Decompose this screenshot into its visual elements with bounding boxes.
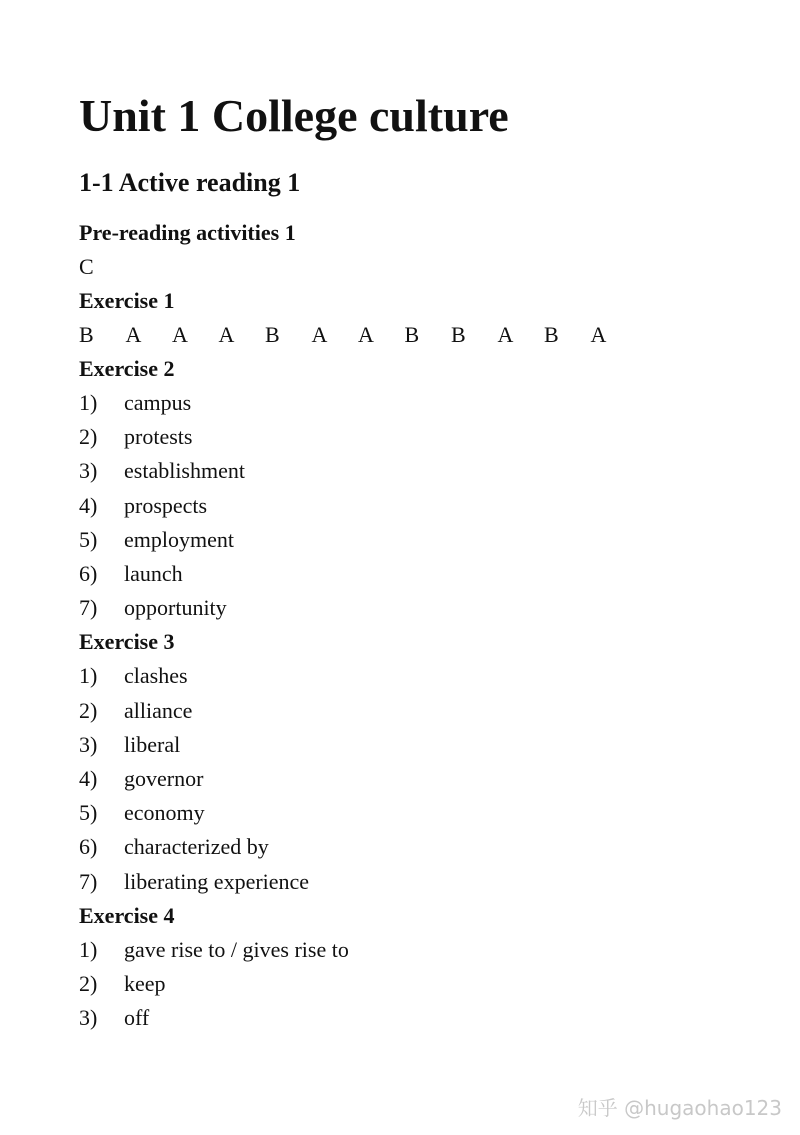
item-text: campus [124,390,192,415]
list-item [79,454,760,488]
exercise-1-answers [79,318,760,352]
list-item [79,489,760,523]
answer-letter: B [544,322,559,347]
list-item [79,591,760,625]
answer-letter: A [497,322,514,347]
item-text: clashes [124,663,188,689]
list-item [79,762,760,796]
item-number: 3) [79,1005,98,1031]
answer-letter: A [311,322,328,347]
answer-letter: B [79,322,94,347]
list-item [79,967,760,1001]
item-text: opportunity [124,595,227,621]
list-item [79,796,760,830]
answer-letter: A [125,322,142,347]
item-number: 7) [79,595,98,621]
section-subtitle: 1-1 Active reading 1 [79,168,301,197]
item-text: keep [124,971,166,997]
item-text: governor [124,766,204,792]
page-title: Unit 1 College culture [79,90,509,141]
answer-letter: B [451,322,466,347]
item-number: 3) [79,731,98,757]
item-text: prospects [124,492,208,518]
list-item [79,386,760,420]
item-number: 2) [79,424,98,450]
item-text: alliance [124,697,193,723]
list-item [79,865,760,899]
list-item [79,659,760,693]
item-text: employment [124,526,234,552]
item-number: 3) [79,458,98,484]
exercise-2-heading: Exercise 2 [79,356,175,381]
list-item [79,694,760,728]
item-text: establishment [124,458,245,484]
answer-letter: A [172,322,188,347]
item-text: liberating experience [124,868,310,894]
answer-letter: B [404,322,420,347]
pre-reading-heading: Pre-reading activities 1 [79,220,296,245]
list-item [79,557,760,591]
answer-letter: B [265,322,280,347]
item-number: 2) [79,971,98,997]
item-text: gave rise to / gives rise to [124,936,349,962]
item-number: 4) [79,766,98,792]
item-number: 5) [79,800,98,826]
item-text: liberal [124,731,181,757]
item-number: 6) [79,561,98,587]
item-number: 4) [79,492,98,518]
list-item [79,1001,760,1035]
item-number: 5) [79,526,98,552]
item-text: protests [124,424,193,450]
list-item [79,420,760,454]
item-number: 7) [79,868,98,894]
list-item [79,728,760,762]
answer-letter: A [358,322,374,347]
item-number: 2) [79,697,98,723]
answer-letter: A [590,322,607,347]
list-item [79,933,760,967]
exercise-3-heading: Exercise 3 [79,629,175,655]
answer-letter: A [218,322,235,347]
item-number: 1) [79,663,98,689]
footer-watermark: 知乎 @hugaohao123 [577,1096,782,1120]
document-page [79,88,760,1035]
item-text: off [124,1005,150,1031]
item-number: 1) [79,936,98,962]
exercise-4-heading: Exercise 4 [79,902,175,928]
list-item [79,523,760,557]
list-item [79,830,760,864]
pre-reading-answer: C [79,254,94,279]
item-number: 1) [79,390,98,415]
item-text: launch [124,561,183,587]
exercise-1-heading: Exercise 1 [79,288,175,313]
item-text: economy [124,800,205,826]
item-number: 6) [79,834,98,860]
item-text: characterized by [124,834,269,860]
